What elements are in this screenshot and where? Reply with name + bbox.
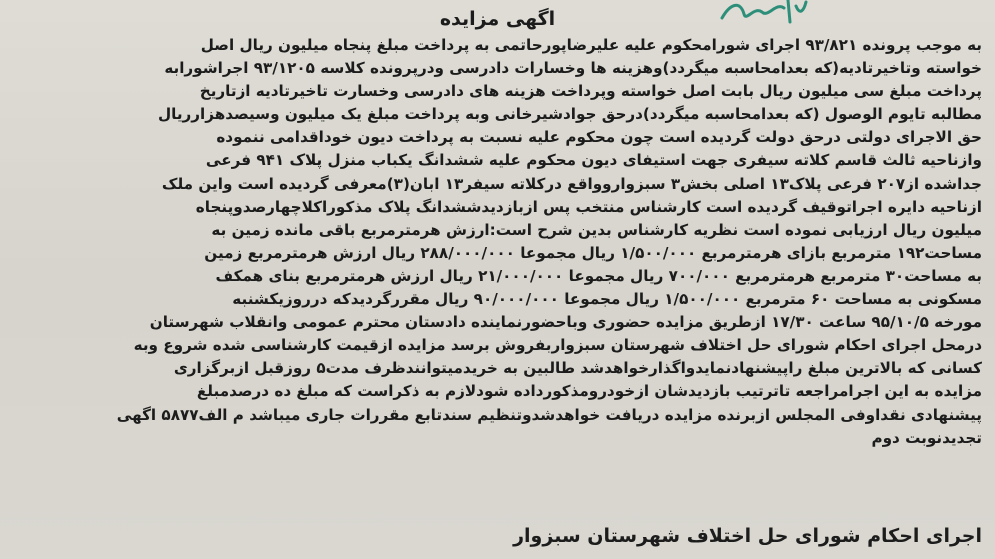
notice-line: حق الاجرای دولتی درحق دولت گردیده است چون محکوم علیه نسبت به پرداخت دیون خوداقدامی ننموده [216,128,982,147]
notice-line: به مساحت۳۰ مترمربع هرمترمربع ۷۰۰/۰۰۰ ریال مجموعا ۲۱/۰۰۰/۰۰۰ ریال ارزش هرمترمربع بنای همکف [215,266,982,285]
notice-line: مطالبه تایوم الوصول (که بعدامحاسبه میگردد)درحق جوادشیرخانی وبه پرداخت مبلغ یک میلیون وسیصدهزارریال [157,105,982,124]
notice-line: درمحل اجرای احکام شورای حل اختلاف شهرستان سبزواربفروش برسد مزایده ازقیمت کارشناسی شده شروع وبه [133,336,982,355]
notice-line: مساحت۱۹۲ مترمربع بازای هرمترمربع ۱/۵۰۰/۰۰۰ ریال مجموعا ۲۸۸/۰۰۰/۰۰۰ ریال ارزش هرمترمربع زمین [204,243,982,262]
notice-line: کسانی که بالاترین مبلغ راپیشنهادنمایدواگذارخواهدشد طالبین به خریدمیتوانندظرف مدت۵ روزقبل ازبرگزاری [173,359,982,378]
notice-line: به موجب پرونده ۹۳/۸۲۱ اجرای شورامحکوم علیه علیرضاپورحاتمی به پرداخت مبلغ پنجاه میلیون ریال اصل [200,36,982,54]
notice-line: وازناحیه ثالث قاسم کلاته سیفری جهت استیفای دیون محکوم علیه ششدانگ یکباب منزل پلاک ۹۴۱ فرعی [205,151,982,170]
notice-line: میلیون ریال ارزیابی نموده است نظریه کارشناس بدین شرح است:ارزش هرمترمربع باقی مانده زمین به [211,220,982,239]
notice-line: پرداخت مبلغ سی میلیون ریال بابت اصل خواسته وپرداخت هزینه های دادرسی وخسارت تاخیرتادیه ازتاریخ [199,82,982,101]
notice-line: مورخه ۹۵/۱۰/۵ ساعت ۱۷/۳۰ ازطریق مزایده حضوری وباحضورنماینده دادستان محترم عمومی وانقلاب شهرستان [149,313,982,332]
notice-body [14,34,982,450]
notice-line: خواسته وتاخیرتادیه(که بعدامحاسبه میگردد)وهزینه ها وخسارات دادرسی ودرپرونده کلاسه ۹۳/۱۲۰۵ اجراشورابه [164,59,982,78]
notice-line: تجدیدنوبت دوم [871,428,982,447]
notice-line: پیشنهادی نقداوفی المجلس ازبرنده مزایده دریافت خواهدشدوتنظیم سندتابع مقررات جاری میباشد م الف۵۸۷۷ اگهی [116,405,982,424]
notice-line: مزایده به این اجرامراجعه تاترتیب بازدیدشان ازخودرومذکورداده شودلازم به ذکراست که مبلغ ده درصدمبلغ [196,382,982,401]
notice-line: ازناحیه دایره اجراتوقیف گردیده است کارشناس منتخب پس ازبازدیدششدانگ پلاک مذکوراکلاچهارصدوپنجاه [195,197,982,216]
notice-line: جداشده از۲۰۷ فرعی پلاک۱۳ اصلی بخش۳ سبزواروواقع درکلاته سیفر۱۳ ابان(۳)معرفی گردیده است واین ملک [161,174,982,193]
issuer-signature: اجرای احکام شورای حل اختلاف شهرستان سبزوار [513,525,982,547]
notice-title: اگهی مزایده [439,8,556,30]
notice-line: مسکونی به مساحت ۶۰ مترمربع ۱/۵۰۰/۰۰۰ ریال مجموعا ۹۰/۰۰۰/۰۰۰ ریال مقررگردیدکه درروزیکشنبه [232,290,982,309]
